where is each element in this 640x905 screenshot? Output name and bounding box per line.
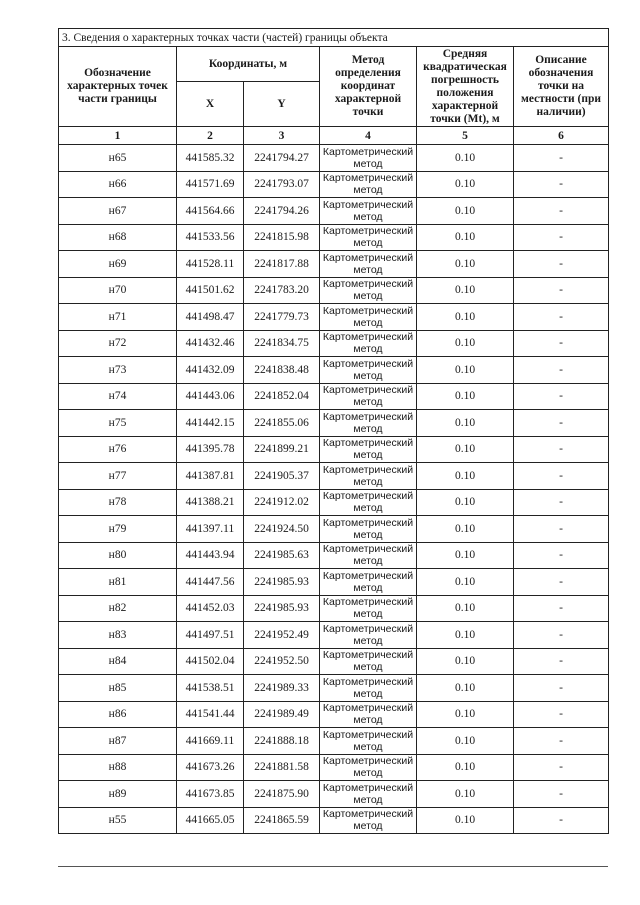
error-cell: 0.10 xyxy=(417,304,514,331)
coord-x-cell: 441501.62 xyxy=(177,277,244,304)
description-cell: - xyxy=(514,781,609,808)
coord-x-cell: 441502.04 xyxy=(177,648,244,675)
error-cell: 0.10 xyxy=(417,198,514,225)
table-body xyxy=(59,145,609,834)
description-cell: - xyxy=(514,595,609,622)
coord-x-cell: 441669.11 xyxy=(177,728,244,755)
method-cell: Картометрический метод xyxy=(320,304,417,331)
error-cell: 0.10 xyxy=(417,224,514,251)
description-cell: - xyxy=(514,701,609,728)
header-x: X xyxy=(177,82,244,127)
coord-x-cell: 441388.21 xyxy=(177,489,244,516)
error-cell: 0.10 xyxy=(417,807,514,834)
document-sheet xyxy=(58,28,608,834)
method-cell: Картометрический метод xyxy=(320,383,417,410)
error-cell: 0.10 xyxy=(417,330,514,357)
column-number: 3 xyxy=(244,127,320,145)
coord-x-cell: 441387.81 xyxy=(177,463,244,490)
method-cell: Картометрический метод xyxy=(320,224,417,251)
table-row xyxy=(59,277,609,304)
point-label-cell: н65 xyxy=(59,145,177,172)
coord-y-cell: 2241852.04 xyxy=(244,383,320,410)
error-cell: 0.10 xyxy=(417,728,514,755)
coord-x-cell: 441541.44 xyxy=(177,701,244,728)
description-cell: - xyxy=(514,304,609,331)
error-cell: 0.10 xyxy=(417,622,514,649)
description-cell: - xyxy=(514,807,609,834)
coord-x-cell: 441564.66 xyxy=(177,198,244,225)
table-row xyxy=(59,781,609,808)
error-cell: 0.10 xyxy=(417,383,514,410)
method-cell: Картометрический метод xyxy=(320,171,417,198)
coord-y-cell: 2241985.63 xyxy=(244,542,320,569)
error-cell: 0.10 xyxy=(417,781,514,808)
column-number: 5 xyxy=(417,127,514,145)
method-cell: Картометрический метод xyxy=(320,675,417,702)
header-coordinates: Координаты, м xyxy=(177,47,320,82)
description-cell: - xyxy=(514,754,609,781)
point-label-cell: н84 xyxy=(59,648,177,675)
error-cell: 0.10 xyxy=(417,277,514,304)
point-label-cell: н75 xyxy=(59,410,177,437)
coord-x-cell: 441447.56 xyxy=(177,569,244,596)
description-cell: - xyxy=(514,224,609,251)
coord-y-cell: 2241875.90 xyxy=(244,781,320,808)
description-cell: - xyxy=(514,516,609,543)
coord-y-cell: 2241815.98 xyxy=(244,224,320,251)
description-cell: - xyxy=(514,489,609,516)
point-label-cell: н85 xyxy=(59,675,177,702)
coord-x-cell: 441395.78 xyxy=(177,436,244,463)
coord-x-cell: 441533.56 xyxy=(177,224,244,251)
table-row xyxy=(59,569,609,596)
method-cell: Картометрический метод xyxy=(320,436,417,463)
coord-y-cell: 2241881.58 xyxy=(244,754,320,781)
method-cell: Картометрический метод xyxy=(320,145,417,172)
point-label-cell: н80 xyxy=(59,542,177,569)
coord-x-cell: 441432.09 xyxy=(177,357,244,384)
error-cell: 0.10 xyxy=(417,463,514,490)
method-cell: Картометрический метод xyxy=(320,728,417,755)
coord-x-cell: 441585.32 xyxy=(177,145,244,172)
description-cell: - xyxy=(514,357,609,384)
point-label-cell: н83 xyxy=(59,622,177,649)
coord-x-cell: 441673.85 xyxy=(177,781,244,808)
header-description: Описание обозначения точки на местности (при наличии) xyxy=(514,47,609,127)
coord-x-cell: 441673.26 xyxy=(177,754,244,781)
method-cell: Картометрический метод xyxy=(320,754,417,781)
description-cell: - xyxy=(514,436,609,463)
coord-x-cell: 441497.51 xyxy=(177,622,244,649)
table-row xyxy=(59,701,609,728)
table-row xyxy=(59,224,609,251)
point-label-cell: н55 xyxy=(59,807,177,834)
error-cell: 0.10 xyxy=(417,754,514,781)
table-row xyxy=(59,728,609,755)
method-cell: Картометрический метод xyxy=(320,198,417,225)
description-cell: - xyxy=(514,251,609,278)
coord-y-cell: 2241905.37 xyxy=(244,463,320,490)
column-number: 2 xyxy=(177,127,244,145)
error-cell: 0.10 xyxy=(417,542,514,569)
method-cell: Картометрический метод xyxy=(320,357,417,384)
coord-y-cell: 2241794.27 xyxy=(244,145,320,172)
method-cell: Картометрический метод xyxy=(320,781,417,808)
error-cell: 0.10 xyxy=(417,410,514,437)
point-label-cell: н69 xyxy=(59,251,177,278)
coord-y-cell: 2241952.49 xyxy=(244,622,320,649)
point-label-cell: н68 xyxy=(59,224,177,251)
method-cell: Картометрический метод xyxy=(320,516,417,543)
coord-x-cell: 441538.51 xyxy=(177,675,244,702)
description-cell: - xyxy=(514,569,609,596)
table-row xyxy=(59,304,609,331)
error-cell: 0.10 xyxy=(417,436,514,463)
table-row xyxy=(59,754,609,781)
method-cell: Картометрический метод xyxy=(320,622,417,649)
point-label-cell: н78 xyxy=(59,489,177,516)
table-row xyxy=(59,330,609,357)
table-row xyxy=(59,542,609,569)
coord-y-cell: 2241838.48 xyxy=(244,357,320,384)
error-cell: 0.10 xyxy=(417,675,514,702)
table-row xyxy=(59,145,609,172)
header-y: Y xyxy=(244,82,320,127)
point-label-cell: н71 xyxy=(59,304,177,331)
header-point-label: Обозначение характерных точек части границы xyxy=(59,47,177,127)
description-cell: - xyxy=(514,145,609,172)
table-row xyxy=(59,198,609,225)
description-cell: - xyxy=(514,463,609,490)
table-row xyxy=(59,357,609,384)
method-cell: Картометрический метод xyxy=(320,595,417,622)
point-label-cell: н73 xyxy=(59,357,177,384)
coord-x-cell: 441442.15 xyxy=(177,410,244,437)
table-row xyxy=(59,171,609,198)
coord-x-cell: 441452.03 xyxy=(177,595,244,622)
description-cell: - xyxy=(514,648,609,675)
coord-x-cell: 441528.11 xyxy=(177,251,244,278)
coord-y-cell: 2241834.75 xyxy=(244,330,320,357)
coord-y-cell: 2241989.33 xyxy=(244,675,320,702)
method-cell: Картометрический метод xyxy=(320,330,417,357)
description-cell: - xyxy=(514,728,609,755)
coord-y-cell: 2241989.49 xyxy=(244,701,320,728)
coord-x-cell: 441571.69 xyxy=(177,171,244,198)
point-label-cell: н67 xyxy=(59,198,177,225)
coord-x-cell: 441443.94 xyxy=(177,542,244,569)
method-cell: Картометрический метод xyxy=(320,489,417,516)
point-label-cell: н74 xyxy=(59,383,177,410)
point-label-cell: н76 xyxy=(59,436,177,463)
table-row xyxy=(59,595,609,622)
coord-x-cell: 441432.46 xyxy=(177,330,244,357)
error-cell: 0.10 xyxy=(417,145,514,172)
point-label-cell: н86 xyxy=(59,701,177,728)
coord-y-cell: 2241817.88 xyxy=(244,251,320,278)
table-row xyxy=(59,622,609,649)
table-row xyxy=(59,648,609,675)
coord-y-cell: 2241779.73 xyxy=(244,304,320,331)
error-cell: 0.10 xyxy=(417,569,514,596)
coord-x-cell: 441443.06 xyxy=(177,383,244,410)
table-row xyxy=(59,463,609,490)
description-cell: - xyxy=(514,383,609,410)
error-cell: 0.10 xyxy=(417,171,514,198)
point-label-cell: н87 xyxy=(59,728,177,755)
point-label-cell: н88 xyxy=(59,754,177,781)
method-cell: Картометрический метод xyxy=(320,569,417,596)
error-cell: 0.10 xyxy=(417,357,514,384)
boundary-points-table xyxy=(58,28,609,834)
section-title: 3. Сведения о характерных точках части (частей) границы объекта xyxy=(59,29,609,47)
method-cell: Картометрический метод xyxy=(320,648,417,675)
header-method: Метод определения координат характерной точки xyxy=(320,47,417,127)
table-row xyxy=(59,489,609,516)
page-bottom-divider xyxy=(58,866,608,867)
point-label-cell: н70 xyxy=(59,277,177,304)
table-row xyxy=(59,807,609,834)
description-cell: - xyxy=(514,330,609,357)
coord-y-cell: 2241952.50 xyxy=(244,648,320,675)
description-cell: - xyxy=(514,410,609,437)
method-cell: Картометрический метод xyxy=(320,701,417,728)
description-cell: - xyxy=(514,542,609,569)
coord-x-cell: 441397.11 xyxy=(177,516,244,543)
coord-y-cell: 2241912.02 xyxy=(244,489,320,516)
method-cell: Картометрический метод xyxy=(320,463,417,490)
coord-x-cell: 441665.05 xyxy=(177,807,244,834)
method-cell: Картометрический метод xyxy=(320,542,417,569)
table-row xyxy=(59,383,609,410)
error-cell: 0.10 xyxy=(417,648,514,675)
method-cell: Картометрический метод xyxy=(320,410,417,437)
coord-y-cell: 2241899.21 xyxy=(244,436,320,463)
coord-y-cell: 2241865.59 xyxy=(244,807,320,834)
method-cell: Картометрический метод xyxy=(320,251,417,278)
table-row xyxy=(59,251,609,278)
error-cell: 0.10 xyxy=(417,251,514,278)
error-cell: 0.10 xyxy=(417,595,514,622)
point-label-cell: н81 xyxy=(59,569,177,596)
coord-y-cell: 2241985.93 xyxy=(244,595,320,622)
coord-y-cell: 2241855.06 xyxy=(244,410,320,437)
description-cell: - xyxy=(514,277,609,304)
table-row xyxy=(59,410,609,437)
method-cell: Картометрический метод xyxy=(320,807,417,834)
table-row xyxy=(59,436,609,463)
coord-y-cell: 2241924.50 xyxy=(244,516,320,543)
column-number: 6 xyxy=(514,127,609,145)
point-label-cell: н79 xyxy=(59,516,177,543)
coord-x-cell: 441498.47 xyxy=(177,304,244,331)
error-cell: 0.10 xyxy=(417,701,514,728)
point-label-cell: н72 xyxy=(59,330,177,357)
description-cell: - xyxy=(514,171,609,198)
method-cell: Картометрический метод xyxy=(320,277,417,304)
description-cell: - xyxy=(514,198,609,225)
description-cell: - xyxy=(514,675,609,702)
point-label-cell: н89 xyxy=(59,781,177,808)
point-label-cell: н66 xyxy=(59,171,177,198)
coord-y-cell: 2241793.07 xyxy=(244,171,320,198)
column-number: 4 xyxy=(320,127,417,145)
point-label-cell: н77 xyxy=(59,463,177,490)
error-cell: 0.10 xyxy=(417,516,514,543)
coord-y-cell: 2241888.18 xyxy=(244,728,320,755)
column-number: 1 xyxy=(59,127,177,145)
error-cell: 0.10 xyxy=(417,489,514,516)
header-error: Средняя квадратическая погрешность положения характерной точки (Mt), м xyxy=(417,47,514,127)
table-row xyxy=(59,675,609,702)
table-row xyxy=(59,516,609,543)
coord-y-cell: 2241985.93 xyxy=(244,569,320,596)
description-cell: - xyxy=(514,622,609,649)
point-label-cell: н82 xyxy=(59,595,177,622)
coord-y-cell: 2241783.20 xyxy=(244,277,320,304)
coord-y-cell: 2241794.26 xyxy=(244,198,320,225)
